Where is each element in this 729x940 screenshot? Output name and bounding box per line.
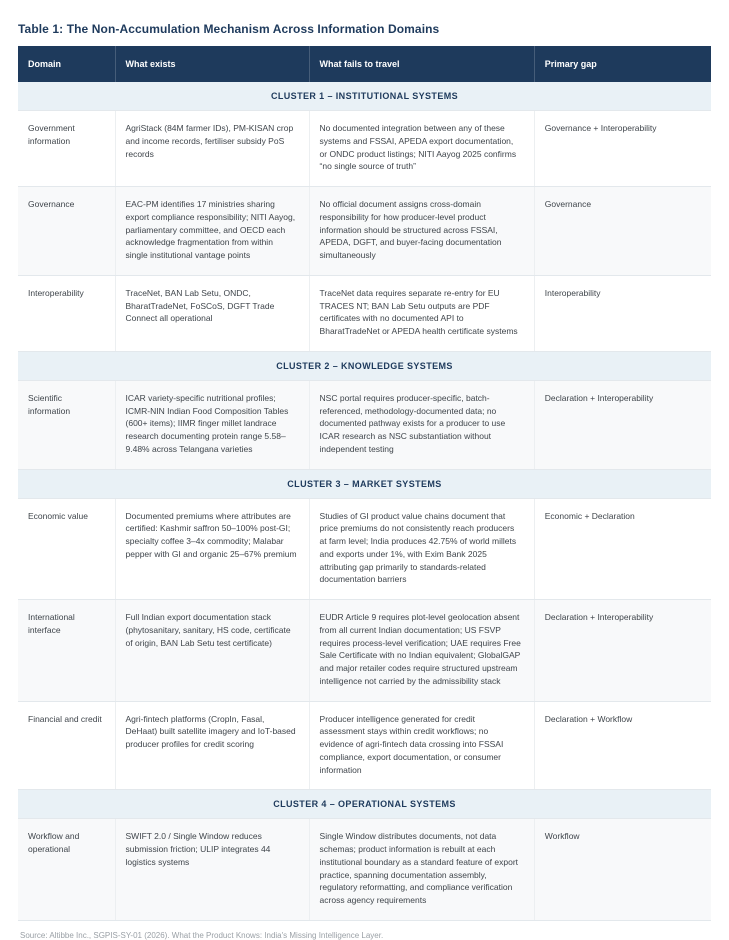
table-row	[18, 600, 711, 702]
what-fails-cell: No documented integration between any of these systems and FSSAI, APEDA export documentation, or ONDC product listings; NITI Aayog 2025 confirms “no single source of truth”	[309, 111, 534, 187]
cluster-header-label: CLUSTER 4 – OPERATIONAL SYSTEMS	[18, 790, 711, 819]
domain-cell: Interoperability	[18, 275, 115, 351]
primary-gap-cell: Declaration + Interoperability	[534, 380, 711, 469]
what-fails-cell: EUDR Article 9 requires plot-level geolocation absent from all current Indian documentation; US FSVP requires process-level verification; UAE requires Free Sale Certificate with no Indian equivalent; GlobalGAP and major retailer codes require structured upstream intelligence not carried by the admissibility stack	[309, 600, 534, 702]
what-fails-cell: Producer intelligence generated for credit assessment stays within credit workflows; no evidence of agri-fintech data crossing into FSSAI compliance, export documentation, or consumer information	[309, 701, 534, 790]
what-exists-cell: TraceNet, BAN Lab Setu, ONDC, BharatTradeNet, FoSCoS, DGFT Trade Connect all operational	[115, 275, 309, 351]
what-fails-cell: Single Window distributes documents, not data schemas; product information is rebuilt at each institutional boundary as a standard feature of export practice, spanning documentation assembly, regulatory reformatting, and compliance verification across agency requirements	[309, 819, 534, 921]
what-exists-cell: EAC-PM identifies 17 ministries sharing export compliance responsibility; NITI Aayog, parliamentary committee, and OECD each acknowledge fragmentation from within single institutional vantage points	[115, 187, 309, 276]
col-header-what-fails-to-travel: What fails to travel	[309, 46, 534, 82]
what-exists-cell: Documented premiums where attributes are certified: Kashmir saffron 50–100% post-GI; specialty coffee 3–4x commodity; Malabar pepper with GI and organic 25–67% premium	[115, 498, 309, 600]
table-row	[18, 111, 711, 187]
cluster-header-row	[18, 469, 711, 498]
col-header-what-exists: What exists	[115, 46, 309, 82]
domain-cell: Scientific information	[18, 380, 115, 469]
source-note: Source: Altibbe Inc., SGPIS-SY-01 (2026). What the Product Knows: India's Missing Intelligence Layer.	[20, 930, 384, 940]
col-header-primary-gap: Primary gap	[534, 46, 711, 82]
primary-gap-cell: Governance	[534, 187, 711, 276]
domain-cell: Economic value	[18, 498, 115, 600]
table-row	[18, 187, 711, 276]
table-row	[18, 380, 711, 469]
what-exists-cell: ICAR variety-specific nutritional profiles; ICMR-NIN Indian Food Composition Tables (600+ items); IIMR finger millet landrace research documenting protein range 5.58–9.48% across Telangana varieties	[115, 380, 309, 469]
cluster-header-label: CLUSTER 1 – INSTITUTIONAL SYSTEMS	[18, 82, 711, 111]
domain-cell: International interface	[18, 600, 115, 702]
table-row	[18, 701, 711, 790]
primary-gap-cell: Declaration + Interoperability	[534, 600, 711, 702]
information-domains-table	[18, 46, 711, 921]
primary-gap-cell: Workflow	[534, 819, 711, 921]
table-title: Table 1: The Non-Accumulation Mechanism Across Information Domains	[18, 22, 440, 36]
table-row	[18, 275, 711, 351]
cluster-header-row	[18, 82, 711, 111]
table-row	[18, 498, 711, 600]
primary-gap-cell: Declaration + Workflow	[534, 701, 711, 790]
table-header	[18, 46, 711, 82]
domain-cell: Government information	[18, 111, 115, 187]
domain-cell: Workflow and operational	[18, 819, 115, 921]
cluster-header-row	[18, 790, 711, 819]
table-body	[18, 82, 711, 920]
cluster-header-row	[18, 351, 711, 380]
what-exists-cell: Agri-fintech platforms (CropIn, Fasal, DeHaat) built satellite imagery and IoT-based producer profiles for credit scoring	[115, 701, 309, 790]
what-exists-cell: SWIFT 2.0 / Single Window reduces submission friction; ULIP integrates 44 logistics systems	[115, 819, 309, 921]
primary-gap-cell: Interoperability	[534, 275, 711, 351]
primary-gap-cell: Economic + Declaration	[534, 498, 711, 600]
domain-cell: Financial and credit	[18, 701, 115, 790]
what-exists-cell: Full Indian export documentation stack (phytosanitary, sanitary, HS code, certificate of origin, BAN Lab Setu test certificate)	[115, 600, 309, 702]
cluster-header-label: CLUSTER 2 – KNOWLEDGE SYSTEMS	[18, 351, 711, 380]
what-fails-cell: TraceNet data requires separate re-entry for EU TRACES NT; BAN Lab Setu outputs are PDF certificates with no documented API to BharatTradeNet or APEDA health certificate systems	[309, 275, 534, 351]
table-row	[18, 819, 711, 921]
cluster-header-label: CLUSTER 3 – MARKET SYSTEMS	[18, 469, 711, 498]
what-fails-cell: Studies of GI product value chains document that price premiums do not consistently reach producers at farm level; India produces 42.75% of world millets and exports under 1%, with Exim Bank 2025 attributing gap primarily to standards-related documentation barriers	[309, 498, 534, 600]
what-exists-cell: AgriStack (84M farmer IDs), PM-KISAN crop and income records, fertiliser subsidy PoS records	[115, 111, 309, 187]
what-fails-cell: NSC portal requires producer-specific, batch-referenced, methodology-documented data; no documented pathway exists for a producer to use ICAR research as NSC substantiation without independent testing	[309, 380, 534, 469]
what-fails-cell: No official document assigns cross-domain responsibility for how producer-level product information should be structured across FSSAI, APEDA, DGFT, and buyer-facing documentation simultaneously	[309, 187, 534, 276]
header-row	[18, 46, 711, 82]
domain-cell: Governance	[18, 187, 115, 276]
primary-gap-cell: Governance + Interoperability	[534, 111, 711, 187]
col-header-domain: Domain	[18, 46, 115, 82]
